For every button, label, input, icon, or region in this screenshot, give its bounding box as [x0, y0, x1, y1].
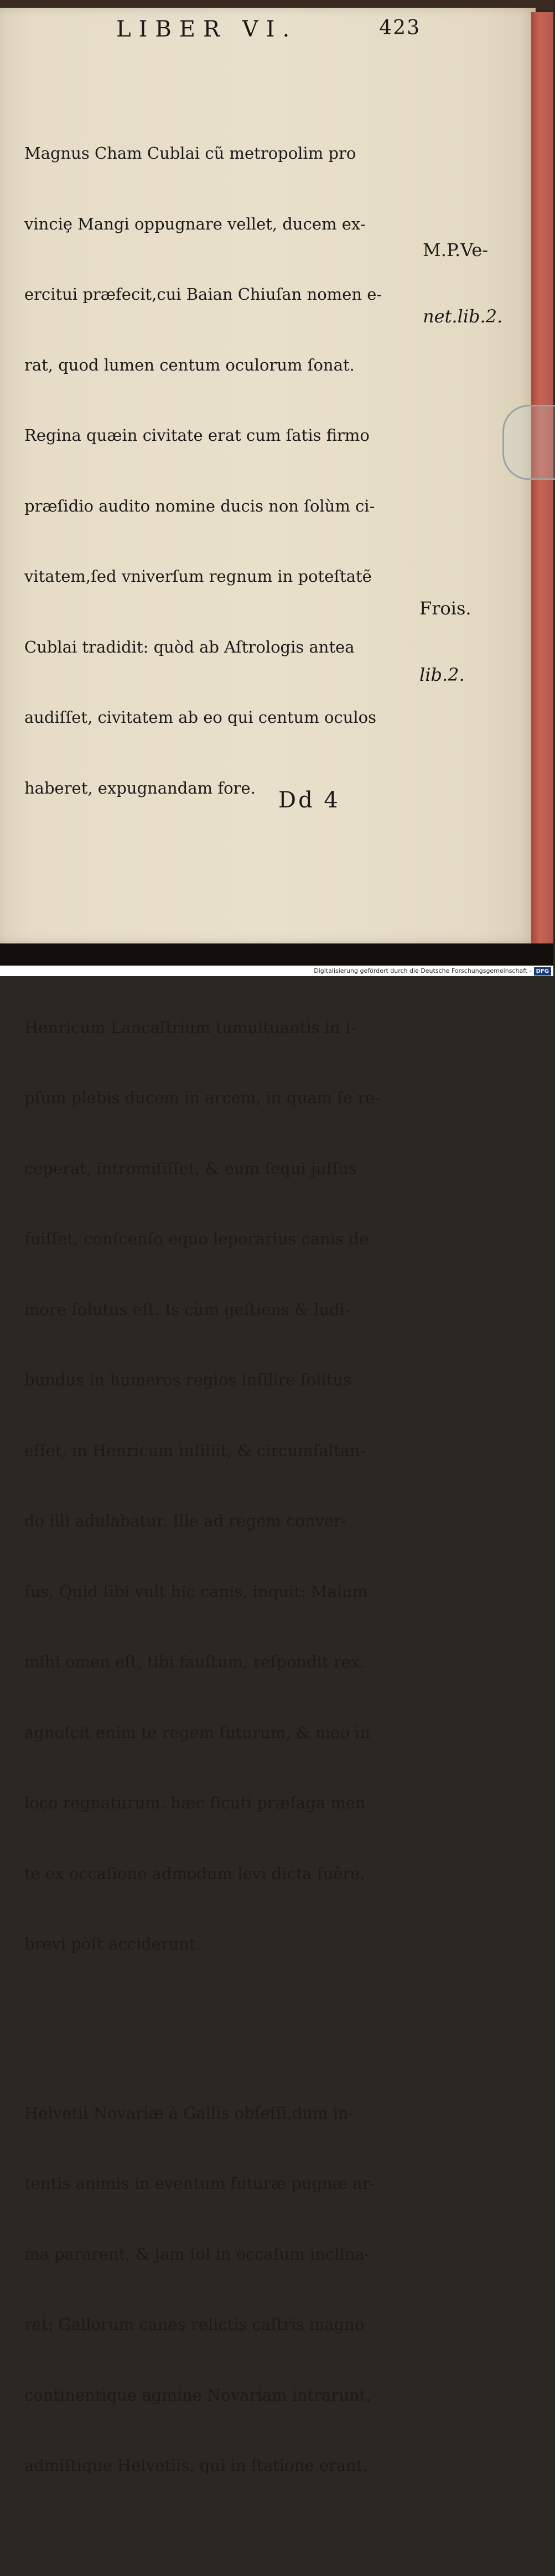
scan-bottom-strip [0, 943, 553, 966]
margin-note-2 [419, 553, 471, 730]
text-line: te ex occaſione admodum levi dicta fuêre, [24, 1864, 365, 1883]
margin-note-line: net.lib.2. [423, 306, 503, 327]
text-line: ceperat, intromiſiſſet, & eum ſequi juſſus [24, 1159, 357, 1178]
text-line: agnoſcit enim te regem futurum, & meo in [24, 1723, 370, 1742]
margin-note-line: M.P.Ve- [423, 239, 489, 260]
paragraph-3 [24, 2054, 423, 2525]
text-line: loco regnaturum. hæc ſicuti præſaga men [24, 1793, 366, 1812]
margin-note-1 [423, 195, 502, 372]
text-line: more ſolutus eſt. Is cùm geſtiens & ludi- [24, 1300, 350, 1319]
text-line: Helvetii Novariæ à Gallis obſeſſi,dum in- [24, 2103, 354, 2123]
text-line: rat, quod lumen centum oculorum ſonat. [24, 355, 355, 374]
text-line: bundus in humeros regios inſilire ſolitus [24, 1370, 352, 1389]
text-line: tentis animis in eventum futuræ pugnæ ar- [24, 2174, 376, 2193]
text-line: præſidio audito nomine ducis non ſolùm ci- [24, 496, 375, 515]
text-line: admiſtique Helvetiis, qui in ſtatione erant, [24, 2456, 368, 2475]
page-number: 423 [379, 17, 421, 39]
text-line: ercitui præfecit,cui Baian Chiuſan nomen e- [24, 285, 382, 304]
dfg-logo: DFG [534, 967, 551, 976]
margin-note-line: Frois. [419, 598, 471, 619]
text-line: ma pararent, & jam ſol in occaſum inclina- [24, 2244, 370, 2264]
page-clip [502, 405, 555, 480]
text-line: ret: Gallorum canes relictis caſtris magno [24, 2315, 365, 2334]
text-line: Cublai tradidit: quòd ab Aſtrologis antea [24, 637, 355, 656]
text-line: audiſſet, civitatem ab eo qui centum oculos [24, 708, 376, 727]
text-line: do illi adulabatur. Ille ad regem conver- [24, 1511, 347, 1530]
text-line: brevi pòſt acciderunt. [24, 1934, 201, 1953]
text-line: ſus, Quid ſibi vult hic canis, inquit: Malum [24, 1582, 368, 1601]
text-line: continentique agmine Novariam intrarunt, [24, 2385, 371, 2405]
digitization-credit [0, 966, 553, 976]
credit-text: Digitalisierung gefördert durch die Deutsche Forschungsgemeinschaft - [314, 967, 532, 974]
margin-note-line: lib.2. [419, 664, 465, 685]
text-line: haberet, expugnandam fore. [24, 778, 256, 797]
running-head: LIBER VI. [116, 17, 298, 42]
text-line: Henricum Lancaſtrium tumultuantis in i- [24, 1018, 356, 1037]
text-line: pſum plebis ducem in arcem, in quam ſe re- [24, 1088, 381, 1107]
page-header [111, 17, 421, 44]
text-line: mihi omen eſt, tibi fauſtum, reſpondit rex. [24, 1652, 365, 1671]
text-line: vitatem,ſed vniverſum regnum in poteſtatẽ [24, 567, 372, 586]
signature-mark: Dd 4 [278, 788, 340, 813]
text-line: vinciȩ Mangi oppugnare vellet, ducem ex- [24, 214, 366, 233]
text-block [24, 48, 423, 2576]
paragraph-2 [24, 898, 423, 2003]
paragraph-1 [24, 95, 423, 847]
text-line: Magnus Cham Cublai cũ metropolim pro [24, 144, 356, 163]
text-line: eſſet, in Henricum inſiliit, & circumſaltan- [24, 1441, 366, 1460]
text-line: Regina quæin civitate erat cum ſatis firmo [24, 426, 370, 445]
text-line: fuiſſet, conſcenſo equo leporarius canis de [24, 1229, 369, 1248]
